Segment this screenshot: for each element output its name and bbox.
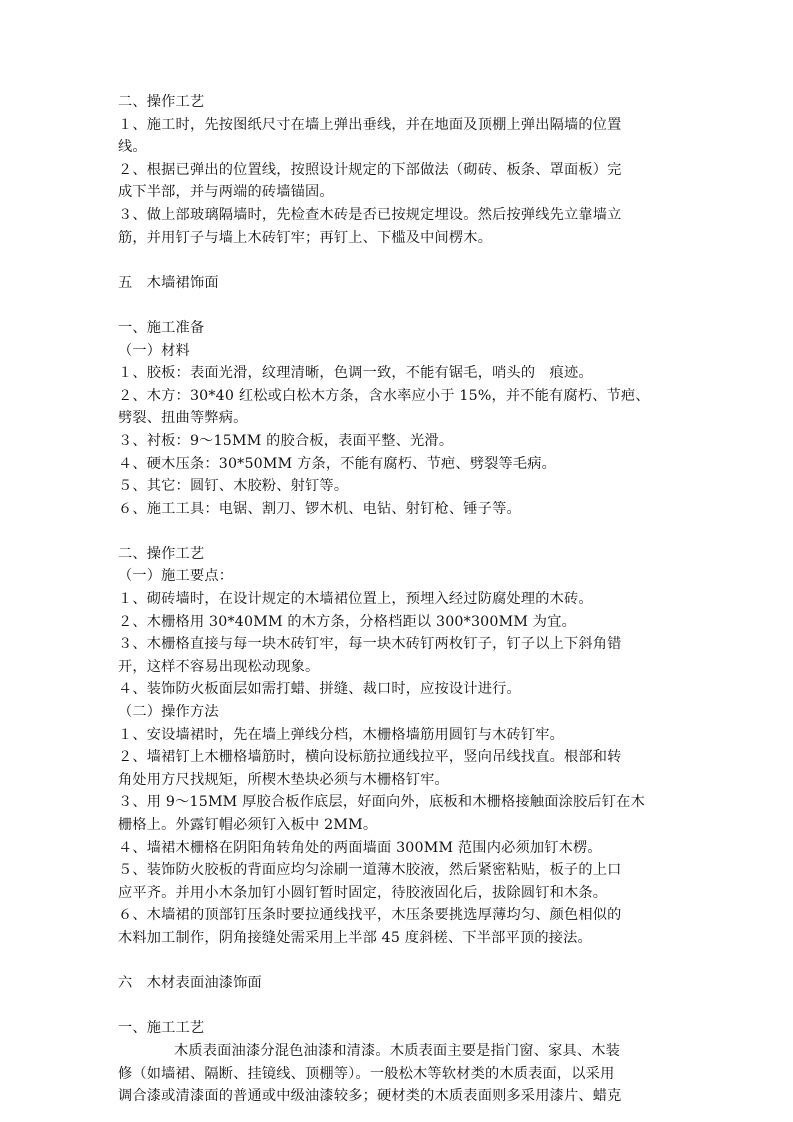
paragraph-line: ３、木栅格直接与每一块木砖钉牢，每一块木砖钉两枚钉子，钉子以上下斜角错 xyxy=(118,636,622,653)
paragraph-line: ４、装饰防火板面层如需打蜡、拼缝、裁口时，应按设计进行。 xyxy=(118,681,521,698)
subsection-heading: （二）操作方法 xyxy=(118,704,219,721)
subsection-heading: （一）施工要点： xyxy=(118,568,234,585)
blank-line xyxy=(118,520,683,543)
paragraph-line: 木料加工制作，阴角接缝处需采用上半部 45 度斜槎、下半部平顶的接法。 xyxy=(118,929,592,946)
paragraph-line: ３、用 9～15MM 厚胶合板作底层，好面向外，底板和木栅格接触面涂胶后钉在木 xyxy=(118,794,645,811)
section-heading: 一、施工工艺 xyxy=(118,1020,205,1037)
paragraph-line: １、施工时，先按图纸尺寸在墙上弹出垂线，并在地面及顶棚上弹出隔墙的位置 xyxy=(118,116,622,133)
chapter-heading: 五 木墙裙饰面 xyxy=(118,274,219,291)
paragraph-line: 开，这样不容易出现松动现象。 xyxy=(118,658,320,675)
blank-line xyxy=(118,249,683,272)
paragraph-line: 栅格上。外露钉帽必须钉入板中 2MM。 xyxy=(118,817,378,833)
section-heading: 二、操作工艺 xyxy=(118,545,205,562)
paragraph-line: ６、木墙裙的顶部钉压条时要拉通线找平，木压条要挑选厚薄均匀、颜色相似的 xyxy=(118,907,622,924)
paragraph-line: 调合漆或清漆面的普通或中级油漆较多；硬材类的木质表面则多采用漆片、蜡克 xyxy=(118,1088,622,1105)
paragraph-line: １、胶板：表面光滑，纹理清晰，色调一致，不能有锯毛，哨头的 痕迹。 xyxy=(118,365,593,382)
paragraph-line: 成下半部，并与两端的砖墙锚固。 xyxy=(118,184,334,201)
paragraph-line: ４、硬木压条：30*50MM 方条，不能有腐朽、节疤、劈裂等毛病。 xyxy=(118,455,557,472)
paragraph-line: 修（如墙裙、隔断、挂镜线、顶棚等）。一般松木等软材类的木质表面，以采用 xyxy=(118,1065,615,1082)
paragraph-line: ４、墙裙木栅格在阴阳角转角处的两面墙面 300MM 范围内必须加钉木楞。 xyxy=(118,839,602,856)
chapter-heading: 六 木材表面油漆饰面 xyxy=(118,975,262,992)
paragraph-line: ５、其它：圆钉、木胶粉、射钉等。 xyxy=(118,478,349,495)
paragraph-line: 应平齐。并用小木条加钉小圆钉暂时固定，待胶液固化后，拔除圆钉和木条。 xyxy=(118,884,608,901)
paragraph-line: 劈裂、扭曲等弊病。 xyxy=(118,410,248,427)
paragraph-line: ５、装饰防火胶板的背面应均匀涂刷一道薄木胶液，然后紧密粘贴，板子的上口 xyxy=(118,862,622,879)
blank-line xyxy=(118,294,683,317)
paragraph-line: １、安设墙裙时，先在墙上弹线分档，木栅格墙筋用圆钉与木砖钉牢。 xyxy=(118,726,565,743)
paragraph-line: 线。 xyxy=(118,139,147,156)
paragraph-line: ３、做上部玻璃隔墙时，先检查木砖是否已按规定埋设。然后按弹线先立靠墙立 xyxy=(118,206,622,223)
paragraph-line: 木质表面油漆分混色油漆和清漆。木质表面主要是指门窗、家具、木装 xyxy=(174,1042,621,1059)
section-heading: 一、施工准备 xyxy=(118,319,205,336)
blank-line xyxy=(118,995,683,1018)
paragraph-line: １、砌砖墙时，在设计规定的木墙裙位置上，预埋入经过防腐处理的木砖。 xyxy=(118,591,593,608)
paragraph-line: ２、木栅格用 30*40MM 的木方条，分格档距以 300*300MM 为宜。 xyxy=(118,613,576,630)
paragraph-line: ６、施工工具：电锯、割刀、锣木机、电钻、射钉枪、锤子等。 xyxy=(118,500,521,517)
paragraph-line: ２、木方：30*40 红松或白松木方条，含水率应小于 15%，并不能有腐朽、节疤、 xyxy=(118,387,650,404)
paragraph-line: ２、根据已弹出的位置线，按照设计规定的下部做法（砌砖、板条、罩面板）完 xyxy=(118,161,622,178)
subsection-heading: （一）材料 xyxy=(118,342,190,359)
blank-line xyxy=(118,950,683,973)
paragraph-line: 筋，并用钉子与墙上木砖钉牢；再钉上、下槛及中间楞木。 xyxy=(118,229,493,246)
paragraph-line: ２、墙裙钉上木栅格墙筋时，横向设标筋拉通线拉平，竖向吊线找直。根部和转 xyxy=(118,749,622,766)
section-heading: 二、操作工艺 xyxy=(118,94,205,110)
paragraph-line: 角处用方尺找规矩，所楔木垫块必须与木栅格钉牢。 xyxy=(118,771,449,788)
paragraph-line: ３、衬板：9～15MM 的胶合板，表面平整、光滑。 xyxy=(118,432,454,449)
